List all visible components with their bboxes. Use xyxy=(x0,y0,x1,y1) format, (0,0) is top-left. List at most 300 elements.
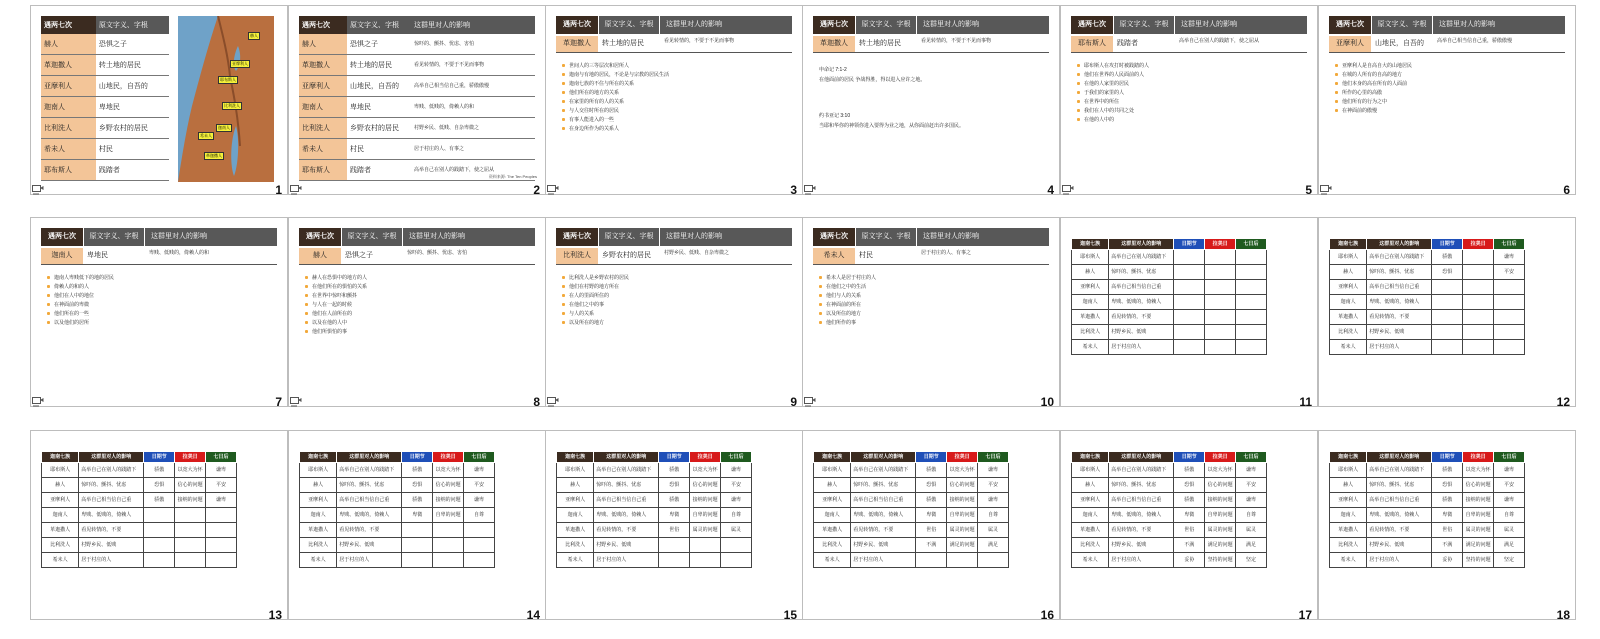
comparison-nation: 迦南人 xyxy=(300,508,337,523)
comparison-cell xyxy=(206,553,237,568)
slide-canvas[interactable] xyxy=(802,5,1060,195)
overview-nation-name: 迦南人 xyxy=(41,97,96,118)
bullet-item: 赫人在恐惧中的地方的人 xyxy=(305,274,533,282)
comparison-nation: 比利洗人 xyxy=(557,538,594,553)
comparison-nation: 亚摩利人 xyxy=(300,493,337,508)
comparison-cell: 谦卑 xyxy=(206,493,237,508)
bullet-item: 有事人能进入的一些 xyxy=(562,116,790,124)
slide-transition-icon[interactable] xyxy=(290,185,302,195)
comparison-row xyxy=(42,463,237,478)
slide-nation-row xyxy=(41,248,277,265)
map-label: 比利洗人 xyxy=(224,103,240,108)
overview-nation-desc: 惊吓的、颤抖、忧虑、害怕 xyxy=(411,34,535,55)
comparison-desc: 高举自己相当信自己重 xyxy=(337,493,402,508)
comparison-header-cell: 日期节 xyxy=(1174,239,1205,250)
comparison-cell: 不满 xyxy=(916,538,947,553)
slide-canvas[interactable] xyxy=(1060,5,1318,195)
comparison-cell xyxy=(1205,325,1236,340)
slide-canvas[interactable] xyxy=(1318,217,1576,407)
comparison-cell: 自卑的问题 xyxy=(433,508,464,523)
comparison-header-cell: 这群里对人的影响 xyxy=(594,452,659,463)
comparison-table xyxy=(41,451,237,568)
comparison-row xyxy=(1072,523,1267,538)
slide-thumbnail-1[interactable] xyxy=(30,5,288,210)
slide-thumbnail-2[interactable] xyxy=(288,5,546,210)
comparison-nation: 希未人 xyxy=(1072,340,1109,355)
slide-thumbnail-6[interactable] xyxy=(1318,5,1576,210)
comparison-cell xyxy=(433,553,464,568)
slide-number: 3 xyxy=(790,183,797,197)
overview-nation-name: 希未人 xyxy=(41,139,96,160)
comparison-row xyxy=(1072,538,1267,553)
comparison-desc: 高举自己在别人的践踏下 xyxy=(594,463,659,478)
overview-nation-meaning: 山地民，自吾的 xyxy=(347,76,411,97)
slide-thumbnail-9[interactable] xyxy=(545,217,803,422)
slide-transition-icon[interactable] xyxy=(547,610,559,620)
slide-canvas[interactable] xyxy=(30,430,288,620)
slide-transition-icon[interactable] xyxy=(1320,610,1332,620)
comparison-desc: 高举自己在别人的践踏下 xyxy=(851,463,916,478)
bullet-item: 迦南七族的不住与所在的关系 xyxy=(562,80,790,88)
map-label: 赫人 xyxy=(250,33,258,38)
slide-thumbnail-18[interactable] xyxy=(1318,430,1576,635)
comparison-cell: 坚定 xyxy=(1494,553,1525,568)
slide-canvas[interactable] xyxy=(30,5,288,195)
comparison-desc: 惊吓的、颤抖、忧虑 xyxy=(1109,478,1174,493)
comparison-cell xyxy=(1236,280,1267,295)
slide-thumbnail-16[interactable] xyxy=(802,430,1060,635)
comparison-header-cell: 日期节 xyxy=(402,452,433,463)
comparison-row xyxy=(557,523,752,538)
comparison-row xyxy=(1072,265,1267,280)
overview-table xyxy=(41,16,169,181)
comparison-table xyxy=(556,451,752,568)
comparison-cell: 谦卑 xyxy=(1494,250,1525,265)
comparison-desc: 惊吓的、颤抖、忧虑 xyxy=(1367,478,1432,493)
comparison-cell: 谦卑 xyxy=(721,493,752,508)
nation-description: 高举自己在别人的践踏下，使之屈从 xyxy=(1179,38,1260,44)
comparison-nation: 耶布斯人 xyxy=(557,463,594,478)
comparison-desc: 惊吓的、颤抖、忧虑 xyxy=(79,478,144,493)
comparison-row xyxy=(1072,295,1267,310)
comparison-cell xyxy=(1236,310,1267,325)
slide-transition-icon[interactable] xyxy=(547,185,559,195)
comparison-cell: 接纳的问题 xyxy=(175,493,206,508)
slide-thumbnail-15[interactable] xyxy=(545,430,803,635)
slide-transition-icon[interactable] xyxy=(290,610,302,620)
slide-transition-icon[interactable] xyxy=(804,185,816,195)
comparison-desc: 卑贱、低贱的，倚赖人 xyxy=(1367,508,1432,523)
comparison-cell xyxy=(1432,295,1463,310)
comparison-header-row xyxy=(814,452,1009,463)
comparison-nation: 希未人 xyxy=(1330,553,1367,568)
comparison-cell: 属灵 xyxy=(721,523,752,538)
comparison-cell xyxy=(1236,295,1267,310)
comparison-desc: 惊吓的、颤抖、忧虑 xyxy=(594,478,659,493)
comparison-cell xyxy=(144,508,175,523)
comparison-cell: 属灵的问题 xyxy=(1205,523,1236,538)
comparison-row xyxy=(1072,553,1267,568)
comparison-table xyxy=(1329,238,1525,355)
comparison-cell: 骄傲 xyxy=(1432,493,1463,508)
comparison-nation: 比利洗人 xyxy=(1330,325,1367,340)
comparison-cell xyxy=(659,553,690,568)
comparison-cell xyxy=(1432,280,1463,295)
comparison-cell xyxy=(1236,265,1267,280)
slide-transition-icon[interactable] xyxy=(1320,397,1332,407)
comparison-cell: 恐惧 xyxy=(1432,478,1463,493)
comparison-nation: 迦南人 xyxy=(42,508,79,523)
nation-meaning: 村民 xyxy=(859,252,873,259)
nation-meaning: 卑地民 xyxy=(87,252,108,259)
comparison-cell: 恐惧 xyxy=(144,478,175,493)
comparison-header-cell: 迦南七族 xyxy=(557,452,594,463)
comparison-cell: 接纳的问题 xyxy=(690,493,721,508)
comparison-cell xyxy=(978,553,1009,568)
bullet-item: 他们在人中的地位 xyxy=(47,292,275,300)
comparison-header-cell: 日期节 xyxy=(1432,239,1463,250)
nation-name: 迦南人 xyxy=(41,248,83,264)
comparison-cell: 接纳的问题 xyxy=(1463,493,1494,508)
comparison-cell xyxy=(1494,280,1525,295)
slide-header-tag: 遇两七次 xyxy=(1329,16,1371,34)
slide-header-meaning-col: 这群里对人的影响 xyxy=(659,16,792,34)
comparison-cell: 信心的问题 xyxy=(175,478,206,493)
comparison-header-cell: 拉美日 xyxy=(1205,239,1236,250)
comparison-desc: 看见转情的，不要 xyxy=(1109,310,1174,325)
comparison-row xyxy=(42,538,237,553)
slide-transition-icon[interactable] xyxy=(1320,185,1332,195)
bullet-item: 他们在村野的地方所在 xyxy=(562,283,790,291)
bullet-item: 他们所有的行为之中 xyxy=(1335,98,1563,106)
comparison-row xyxy=(1072,478,1267,493)
nation-meaning: 转土地的居民 xyxy=(602,40,644,47)
comparison-cell: 骄傲 xyxy=(916,463,947,478)
comparison-row xyxy=(1330,295,1525,310)
comparison-cell: 自卑的问题 xyxy=(947,508,978,523)
comparison-cell: 平安 xyxy=(464,478,495,493)
comparison-cell xyxy=(947,553,978,568)
comparison-header-cell: 七日后 xyxy=(206,452,237,463)
overview-table xyxy=(299,16,535,181)
comparison-desc: 村野乡民、低贱 xyxy=(1109,538,1174,553)
overview-row xyxy=(41,34,169,55)
comparison-cell: 接纳的问题 xyxy=(1205,493,1236,508)
comparison-nation: 迦南人 xyxy=(814,508,851,523)
nation-meaning: 恐惧之子 xyxy=(345,252,373,259)
bullet-item: 在人的里面所住的 xyxy=(562,292,790,300)
slide-canvas[interactable] xyxy=(1060,430,1318,620)
slide-thumbnail-7[interactable] xyxy=(30,217,288,422)
comparison-desc: 卑贱、低贱的，倚赖人 xyxy=(337,508,402,523)
bullet-item: 在身边所作为的关系人 xyxy=(562,125,790,133)
slide-thumbnail-12[interactable] xyxy=(1318,217,1576,422)
slide-transition-icon[interactable] xyxy=(547,397,559,407)
slide-header-text-col: 原文字义、字根 xyxy=(1113,16,1174,34)
overview-nation-desc: 高举自己相当信自己重，骄傲傲慢 xyxy=(411,76,535,97)
slide-canvas[interactable] xyxy=(545,430,803,620)
comparison-nation: 革迦撒人 xyxy=(814,523,851,538)
comparison-cell xyxy=(1494,310,1525,325)
slide-canvas[interactable] xyxy=(545,217,803,407)
comparison-cell: 自尊 xyxy=(464,508,495,523)
comparison-cell xyxy=(1236,250,1267,265)
slide-canvas[interactable] xyxy=(802,217,1060,407)
slide-header-text-col: 原文字义、字根 xyxy=(341,228,402,246)
comparison-row xyxy=(814,478,1009,493)
comparison-nation: 迦南人 xyxy=(1072,508,1109,523)
comparison-cell xyxy=(1174,280,1205,295)
comparison-row xyxy=(814,553,1009,568)
slide-thumbnail-8[interactable] xyxy=(288,217,546,422)
slide-canvas[interactable] xyxy=(1318,5,1576,195)
comparison-cell xyxy=(1463,340,1494,355)
nation-description: 村野乡民、低贱、自杂卑微之 xyxy=(664,250,730,256)
bullet-item: 他们所作的事 xyxy=(819,319,1047,327)
bullet-list xyxy=(1335,62,1563,116)
comparison-cell xyxy=(1463,280,1494,295)
comparison-header-cell: 七日后 xyxy=(1494,239,1525,250)
comparison-nation: 希未人 xyxy=(557,553,594,568)
bullet-item: 他们与人的关系 xyxy=(819,292,1047,300)
bullet-item: 他们所在的一些 xyxy=(47,310,275,318)
bullet-item: 亚摩利人是自高自大的山地居民 xyxy=(1335,62,1563,70)
comparison-row xyxy=(42,508,237,523)
slide-canvas[interactable] xyxy=(802,430,1060,620)
comparison-cell: 自卑的问题 xyxy=(1205,508,1236,523)
comparison-cell xyxy=(1174,295,1205,310)
slide-canvas[interactable] xyxy=(288,5,546,195)
comparison-desc: 卑贱、低贱的，倚赖人 xyxy=(1109,295,1174,310)
slide-transition-icon[interactable] xyxy=(290,397,302,407)
comparison-desc: 看见转情的，不要 xyxy=(1367,523,1432,538)
comparison-desc: 看见转情的，不要 xyxy=(1367,310,1432,325)
slide-header-text-col: 原文字义、字根 xyxy=(598,16,659,34)
comparison-cell: 坚持的问题 xyxy=(1463,553,1494,568)
comparison-cell xyxy=(402,523,433,538)
comparison-row xyxy=(300,523,495,538)
slide-transition-icon[interactable] xyxy=(32,610,44,620)
slide-number: 15 xyxy=(783,608,797,622)
comparison-nation: 耶布斯人 xyxy=(1072,250,1109,265)
slide-transition-icon[interactable] xyxy=(1062,397,1074,407)
comparison-row xyxy=(1072,280,1267,295)
comparison-table xyxy=(299,451,495,568)
comparison-row xyxy=(557,508,752,523)
comparison-nation: 耶布斯人 xyxy=(814,463,851,478)
comparison-cell xyxy=(1463,325,1494,340)
slide-header-text-col: 原文字义、字根 xyxy=(1371,16,1432,34)
bullet-item: 在他们之中的事 xyxy=(562,301,790,309)
comparison-cell xyxy=(144,553,175,568)
comparison-row xyxy=(300,478,495,493)
slide-canvas[interactable] xyxy=(30,217,288,407)
bullet-item: 以及所住的地方 xyxy=(819,310,1047,318)
comparison-cell: 属灵 xyxy=(978,523,1009,538)
comparison-cell: 坚定 xyxy=(1236,553,1267,568)
comparison-nation: 希未人 xyxy=(1330,340,1367,355)
slide-transition-icon[interactable] xyxy=(1062,610,1074,620)
slide-thumbnail-4[interactable] xyxy=(802,5,1060,210)
comparison-cell xyxy=(690,553,721,568)
slide-transition-icon[interactable] xyxy=(32,397,44,407)
comparison-cell: 平安 xyxy=(721,478,752,493)
comparison-nation: 亚摩利人 xyxy=(1072,493,1109,508)
comparison-cell xyxy=(1432,325,1463,340)
comparison-cell xyxy=(1432,340,1463,355)
comparison-desc: 卑贱、低贱的，倚赖人 xyxy=(1109,508,1174,523)
comparison-desc: 卑贱、低贱的，倚赖人 xyxy=(594,508,659,523)
comparison-row xyxy=(1330,508,1525,523)
comparison-cell: 恐惧 xyxy=(1174,478,1205,493)
comparison-cell: 骄傲 xyxy=(402,463,433,478)
comparison-cell: 自尊 xyxy=(978,508,1009,523)
comparison-nation: 耶布斯人 xyxy=(42,463,79,478)
slide-header-tag: 遇两七次 xyxy=(556,228,598,246)
comparison-desc: 看见转情的，不要 xyxy=(1109,523,1174,538)
slide-header-band xyxy=(556,228,792,246)
comparison-header-cell: 拉美日 xyxy=(1205,452,1236,463)
slide-number: 14 xyxy=(526,608,540,622)
slide-number: 11 xyxy=(1299,395,1312,409)
slide-thumbnail-11[interactable] xyxy=(1060,217,1318,422)
overview-row xyxy=(41,118,169,139)
slide-thumbnail-5[interactable] xyxy=(1060,5,1318,210)
comparison-row xyxy=(814,463,1009,478)
comparison-nation: 赫人 xyxy=(1330,478,1367,493)
comparison-nation: 迦南人 xyxy=(1072,295,1109,310)
comparison-header-cell: 这群里对人的影响 xyxy=(851,452,916,463)
comparison-cell: 骄傲 xyxy=(1432,463,1463,478)
bullet-item: 在他的人中的 xyxy=(1077,116,1305,124)
overview-nation-name: 希未人 xyxy=(299,139,347,160)
slide-transition-icon[interactable] xyxy=(804,610,816,620)
slide-header-meaning-col: 这群里对人的影响 xyxy=(916,16,1049,34)
comparison-cell xyxy=(206,508,237,523)
slide-number: 2 xyxy=(533,183,540,197)
comparison-cell xyxy=(1205,265,1236,280)
comparison-cell: 满足 xyxy=(1236,538,1267,553)
slide-canvas[interactable] xyxy=(545,5,803,195)
comparison-desc: 村野乡民、低贱 xyxy=(337,538,402,553)
comparison-cell xyxy=(175,538,206,553)
comparison-row xyxy=(300,508,495,523)
slide-thumbnail-10[interactable] xyxy=(802,217,1060,422)
slide-canvas[interactable] xyxy=(1060,217,1318,407)
comparison-cell xyxy=(1236,325,1267,340)
slide-header-tag: 遇两七次 xyxy=(813,16,855,34)
comparison-nation: 赫人 xyxy=(1072,478,1109,493)
comparison-header-cell: 七日后 xyxy=(1494,452,1525,463)
overview-nation-meaning: 村民 xyxy=(96,139,169,160)
slide-transition-icon[interactable] xyxy=(804,397,816,407)
map-label: 希未人 xyxy=(200,133,212,138)
bullet-list xyxy=(305,274,533,337)
comparison-header-cell: 七日后 xyxy=(978,452,1009,463)
slide-canvas[interactable] xyxy=(288,217,546,407)
comparison-cell: 不满 xyxy=(1432,538,1463,553)
comparison-desc: 高举自己相当信自己重 xyxy=(594,493,659,508)
comparison-header-cell: 拉美日 xyxy=(175,452,206,463)
comparison-table xyxy=(1071,451,1267,568)
nation-description: 惊吓的、颤抖、忧虑、害怕 xyxy=(407,250,468,256)
bullet-item: 比利洗人是乡野农村的居民 xyxy=(562,274,790,282)
slide-canvas[interactable] xyxy=(288,430,546,620)
comparison-nation: 革迦撒人 xyxy=(1072,523,1109,538)
overview-row xyxy=(41,55,169,76)
bullet-item: 他们在人前所在的 xyxy=(305,310,533,318)
comparison-cell xyxy=(464,538,495,553)
slide-thumbnail-14[interactable] xyxy=(288,430,546,635)
comparison-desc: 村野乡民、低贱 xyxy=(851,538,916,553)
comparison-cell: 以宽大为怀 xyxy=(433,463,464,478)
comparison-cell xyxy=(1205,340,1236,355)
comparison-header-row xyxy=(1330,239,1525,250)
comparison-row xyxy=(1330,553,1525,568)
slide-header-band xyxy=(1329,16,1565,34)
bullet-item: 他们本身的高在所有的人面前 xyxy=(1335,80,1563,88)
slide-transition-icon[interactable] xyxy=(1062,185,1074,195)
comparison-nation: 亚摩利人 xyxy=(42,493,79,508)
overview-row xyxy=(299,55,535,76)
comparison-cell: 信心的问题 xyxy=(1205,478,1236,493)
slide-number: 7 xyxy=(275,395,282,409)
slide-transition-icon[interactable] xyxy=(32,185,44,195)
slide-thumbnail-3[interactable] xyxy=(545,5,803,210)
bullet-item: 在他的人家里的居民 xyxy=(1077,80,1305,88)
comparison-cell: 恐惧 xyxy=(916,478,947,493)
comparison-row xyxy=(1330,280,1525,295)
comparison-header-cell: 七日后 xyxy=(1236,452,1267,463)
comparison-cell: 谦卑 xyxy=(1494,493,1525,508)
overview-row xyxy=(299,76,535,97)
slide-header-meaning-col: 这群里对人的影响 xyxy=(916,228,1049,246)
slide-header-meaning-col: 这群里对人的影响 xyxy=(1174,16,1307,34)
bullet-item: 他们在世界的人民面前的人 xyxy=(1077,71,1305,79)
nation-name: 赫人 xyxy=(299,248,341,264)
comparison-header-row xyxy=(557,452,752,463)
slide-thumbnail-13[interactable] xyxy=(30,430,288,635)
comparison-cell: 谦卑 xyxy=(1236,463,1267,478)
comparison-cell xyxy=(1174,340,1205,355)
slide-header-band xyxy=(813,16,1049,34)
slide-canvas[interactable] xyxy=(1318,430,1576,620)
comparison-cell: 恐惧 xyxy=(659,478,690,493)
bullet-item: 迦南人卑贱低下的地的居民 xyxy=(47,274,275,282)
comparison-nation: 比利洗人 xyxy=(814,538,851,553)
comparison-header-cell: 迦南七族 xyxy=(1330,452,1367,463)
slide-header-band xyxy=(1071,16,1307,34)
slide-number: 1 xyxy=(275,183,282,197)
comparison-cell xyxy=(402,553,433,568)
comparison-nation: 革迦撒人 xyxy=(1330,523,1367,538)
comparison-cell: 不满 xyxy=(1174,538,1205,553)
slide-thumbnail-17[interactable] xyxy=(1060,430,1318,635)
source-citation: 资料来源: The Ten Peoples xyxy=(488,174,537,179)
overview-nation-meaning: 乡野农村的居民 xyxy=(96,118,169,139)
comparison-cell xyxy=(721,553,752,568)
comparison-desc: 居于村庄的人 xyxy=(337,553,402,568)
nation-description: 看见转情的，不要于不见而事物 xyxy=(921,38,992,44)
slide-header-meaning-col: 这群里对人的影响 xyxy=(1432,16,1565,34)
comparison-cell: 骄傲 xyxy=(1432,250,1463,265)
comparison-cell: 世俗 xyxy=(1432,523,1463,538)
comparison-cell: 满足 xyxy=(978,538,1009,553)
comparison-cell: 平安 xyxy=(1494,478,1525,493)
comparison-nation: 比利洗人 xyxy=(300,538,337,553)
comparison-desc: 卑贱、低贱的，倚赖人 xyxy=(1367,295,1432,310)
comparison-row xyxy=(300,553,495,568)
